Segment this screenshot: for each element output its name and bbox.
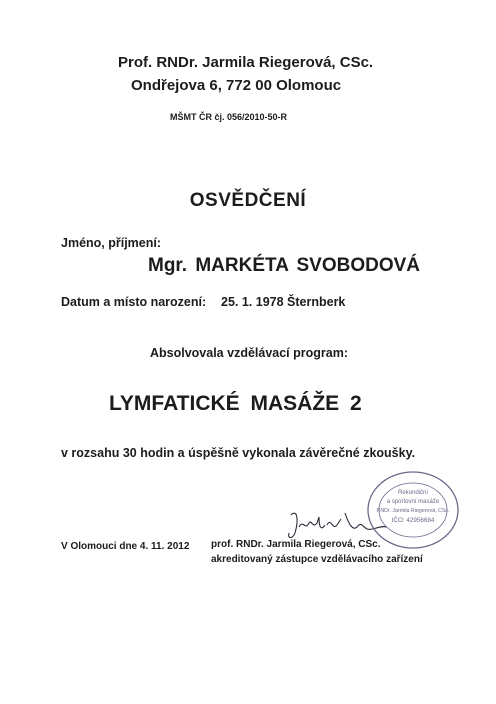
ministry-reference: MŠMT ČR čj. 056/2010-50-R <box>170 112 288 122</box>
signer-role: akreditovaný zástupce vzdělávacího zařízení <box>211 554 423 565</box>
signer-name: prof. RNDr. Jarmila Riegerová, CSc. <box>211 539 381 550</box>
official-stamp <box>366 470 460 550</box>
issue-date: V Olomouci dne 4. 11. 2012 <box>61 541 190 552</box>
document-title: OSVĚDČENÍ <box>189 190 307 211</box>
completion-statement: v rozsahu 30 hodin a úspěšně vykonala závěrečné zkoušky. <box>61 446 416 460</box>
program-label: Absolvovala vzdělávací program: <box>150 346 348 360</box>
stamp-line-4: IČO: 42956684 <box>391 517 435 524</box>
stamp-line-3: RNDr. Jarmila Riegerová, CSc. <box>376 508 450 514</box>
program-name: LYMFATICKÉ MASÁŽE 2 <box>109 392 362 415</box>
name-label: Jméno, příjmení: <box>61 236 162 250</box>
issuer-name: Prof. RNDr. Jarmila Riegerová, CSc. <box>118 54 374 71</box>
birth-label: Datum a místo narození: <box>61 295 207 309</box>
issuer-address: Ondřejova 6, 772 00 Olomouc <box>131 77 342 94</box>
birth-value: 25. 1. 1978 Šternberk <box>221 295 346 309</box>
stamp-line-2: a sportovní masáže <box>386 499 440 505</box>
stamp-line-1: Rekondiční <box>397 490 429 496</box>
name-value: Mgr. MARKÉTA SVOBODOVÁ <box>148 255 421 276</box>
